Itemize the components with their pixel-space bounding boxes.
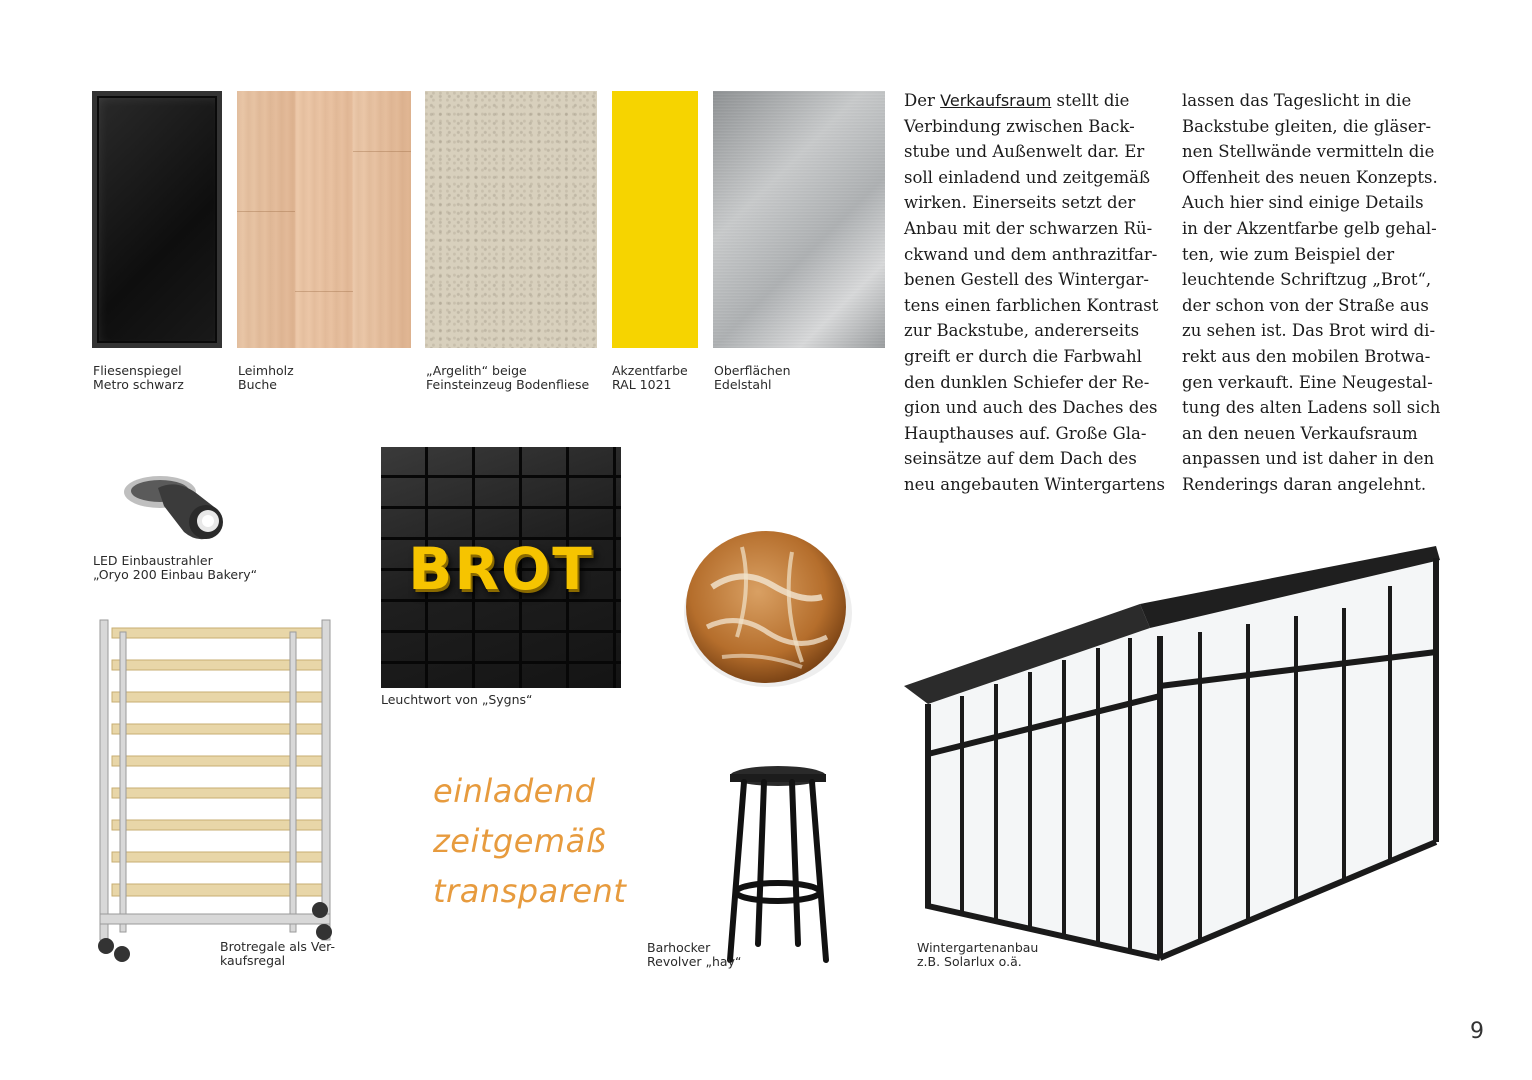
caption-bar-stool: Barhocker Revolver „hay“ (647, 940, 742, 969)
keyword-verkaufsraum: Verkaufsraum (940, 91, 1052, 110)
body-text-column-2: lassen das Tageslicht in die Backstube gleiten, die gläser- nen Stellwände vermitteln die Offenheit des neuen Konzepts. Auch hier sind einige Details in der Akzentfarbe gelb gehal- ten, wie zum Beispiel der leuchtende Schriftzug „Brot“, der schon von der Straße aus zu sehen ist. Das Brot wird di- rekt aus den mobilen Brotwa- gen verkauft. Eine Neugestal- tung des alten Ladens soll sich an den neuen Verkaufsraum anpassen und ist daher in den Renderings daran angelehnt. (1182, 91, 1441, 494)
adjective-einladend: einladend (433, 772, 596, 810)
page-number: 9 (1470, 1019, 1484, 1044)
bread-loaf-image (682, 527, 854, 689)
adjective-transparent: transparent (433, 872, 627, 910)
bread-shelf-image (94, 614, 338, 966)
led-spotlight-image (118, 466, 230, 542)
adjective-zeitgemaess: zeitgemäß (433, 822, 607, 860)
swatch-argelith-stone (425, 91, 597, 348)
swatch-caption-metro: Fliesenspiegel Metro schwarz (93, 363, 184, 392)
brot-neon-sign-image (381, 447, 621, 688)
swatch-caption-accent: Akzentfarbe RAL 1021 (612, 363, 688, 392)
swatch-caption-beech: Leimholz Buche (238, 363, 294, 392)
body-text-column-1: Der Verkaufsraum stellt die Verbindung zwischen Back- stube und Außenwelt dar. Er soll einladend und zeitgemäß wirken. Einerseits setzt der Anbau mit der schwarzen Rü- ckwand und dem anthrazitfar- benen Gestell des Wintergar- tens einen farblichen Kontrast zur Backstube, andererseits greift er durch die Farbwahl den dunklen Schiefer der Re- gion und auch des Daches des Haupthauses auf. Große Gla- seinsätze auf dem Dach des neu angebauten Wintergartens (904, 91, 1165, 494)
brot-sign-word: BROT (408, 535, 594, 603)
winter-garden-image (900, 546, 1448, 966)
swatch-caption-argelith: „Argelith“ beige Feinsteinzeug Bodenfliese (426, 363, 590, 392)
caption-winter-garden: Wintergartenanbau z.B. Solarlux o.ä. (917, 940, 1039, 969)
bar-stool-image (720, 764, 836, 964)
swatch-beech-wood (237, 91, 411, 348)
swatch-metro-black-tile (92, 91, 222, 348)
caption-brot-sign: Leuchtwort von „Sygns“ (381, 692, 533, 707)
caption-led-spotlight: LED Einbaustrahler „Oryo 200 Einbau Bakery“ (93, 553, 258, 582)
swatch-ral-1021-yellow (612, 91, 698, 348)
swatch-caption-steel: Oberflächen Edelstahl (714, 363, 791, 392)
caption-bread-shelf: Brotregale als Ver- kaufsregal (220, 939, 336, 968)
swatch-stainless-steel (713, 91, 885, 348)
